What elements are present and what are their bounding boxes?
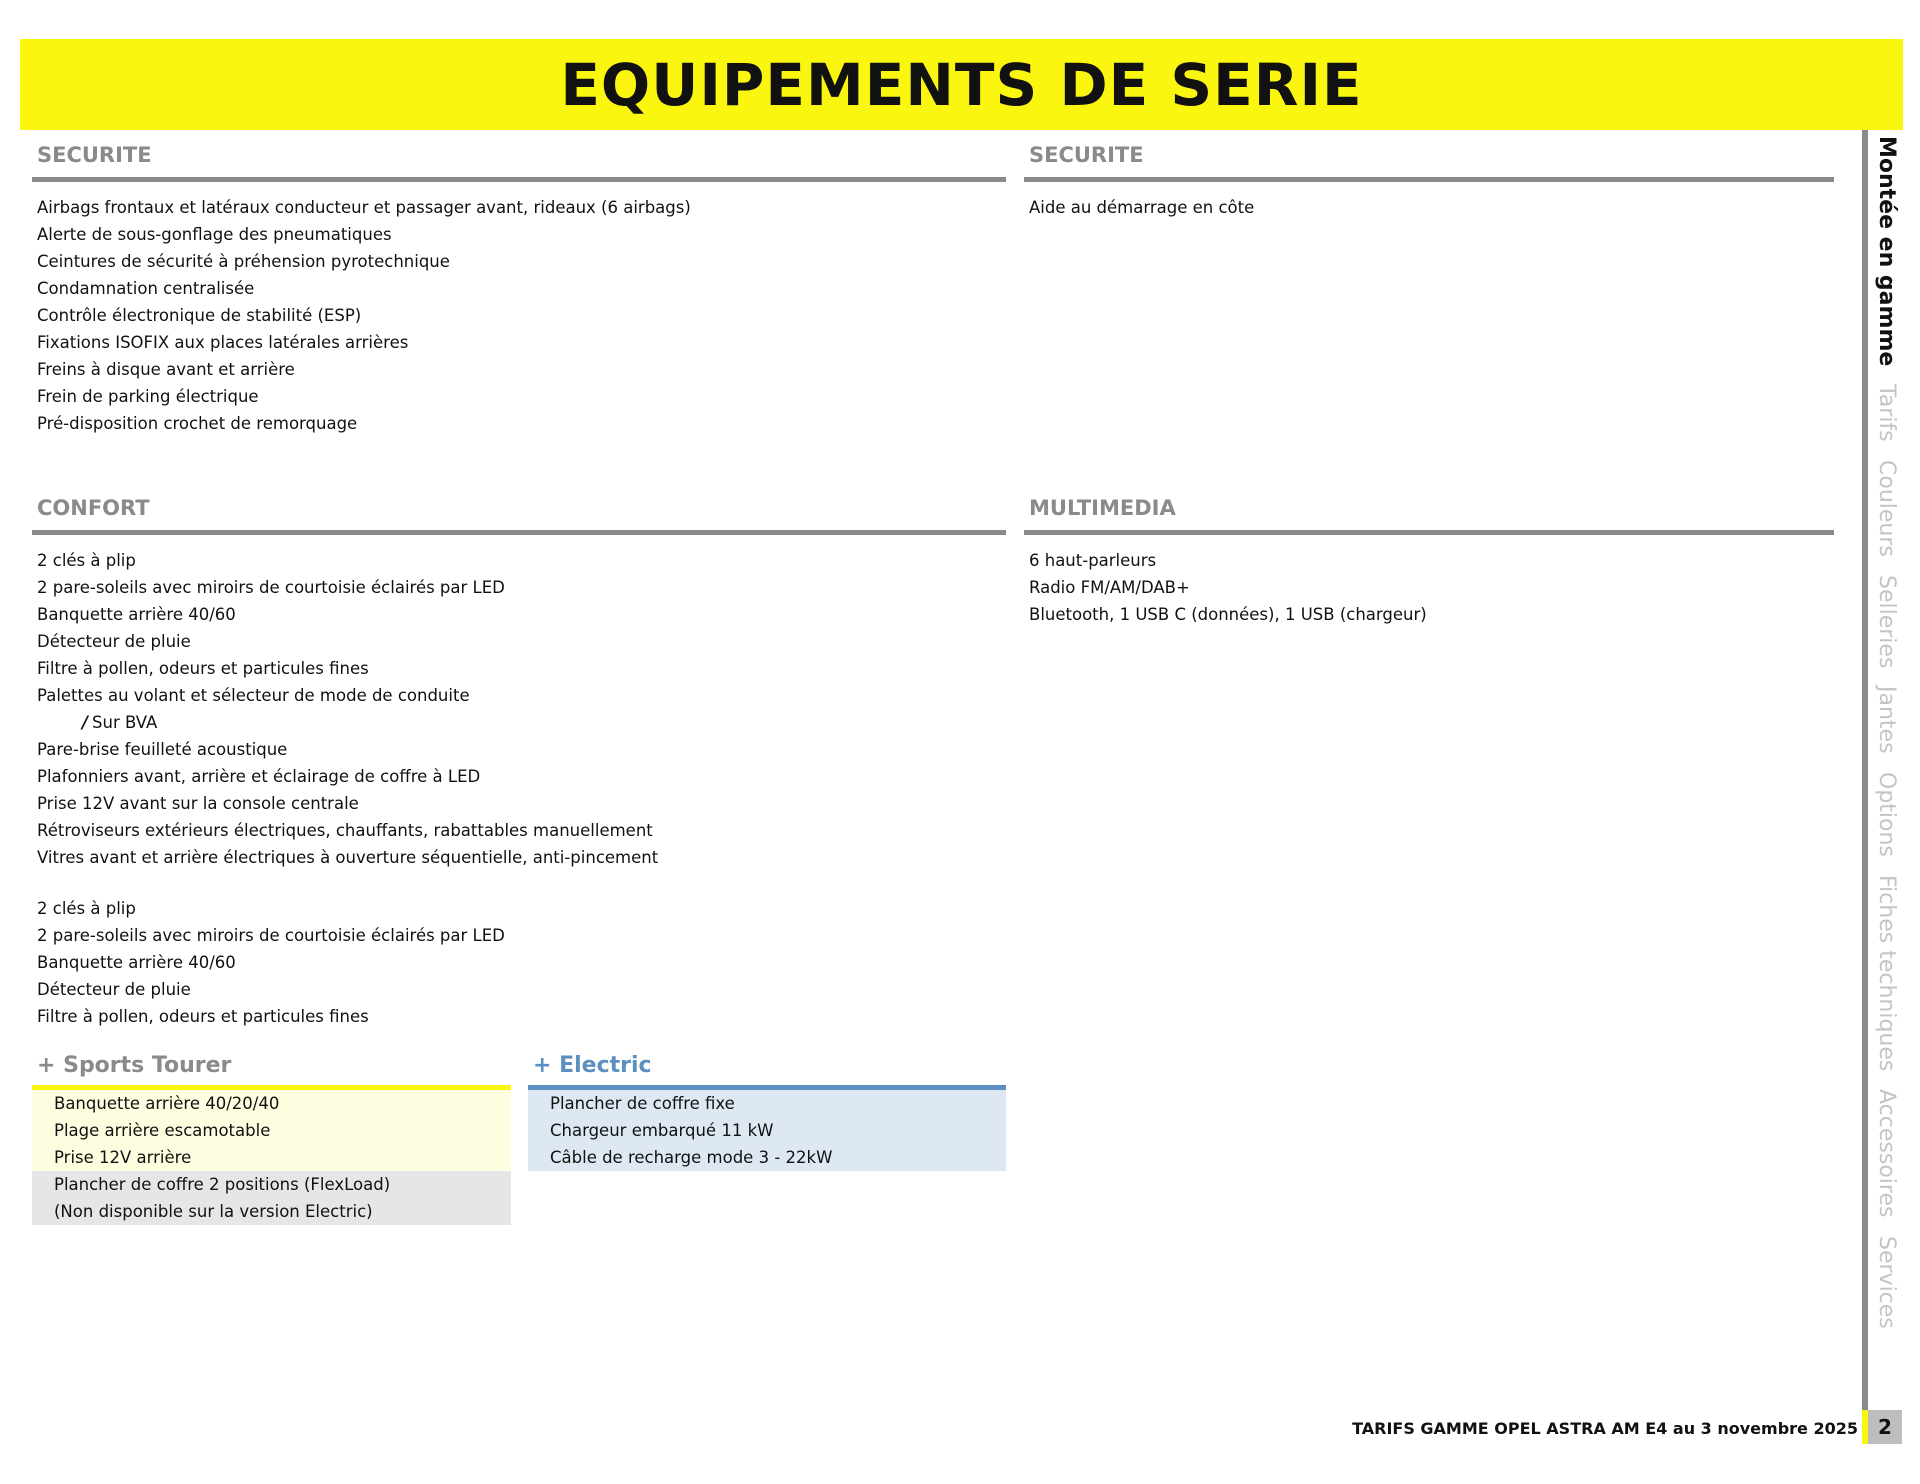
list-item: Détecteur de pluie	[37, 632, 191, 651]
nav-item[interactable]: Selleries	[1874, 574, 1899, 669]
list-item: 2 pare-soleils avec miroirs de courtoisie éclairés par LED	[37, 926, 505, 945]
list-item: Aide au démarrage en côte	[1029, 198, 1255, 217]
list-item: Plage arrière escamotable	[54, 1121, 271, 1140]
section-heading: MULTIMEDIA	[1029, 496, 1176, 520]
list-item: Chargeur embarqué 11 kW	[550, 1121, 774, 1140]
list-item: 2 clés à plip	[37, 551, 136, 570]
list-item: Pré-disposition crochet de remorquage	[37, 414, 358, 433]
section-nav	[1874, 136, 1899, 1346]
page-title: EQUIPEMENTS DE SERIE	[560, 50, 1363, 119]
slash-icon: /	[82, 713, 89, 732]
list-item: Vitres avant et arrière électriques à ouverture séquentielle, anti-pincement	[37, 848, 659, 867]
list-item: Prise 12V avant sur la console centrale	[37, 794, 359, 813]
list-item: Câble de recharge mode 3 - 22kW	[550, 1148, 833, 1167]
list-item: 2 clés à plip	[37, 899, 136, 918]
page-number: 2	[1862, 1410, 1902, 1444]
list-item: Banquette arrière 40/60	[37, 605, 236, 624]
nav-item[interactable]: Tarifs	[1874, 384, 1899, 442]
sports-tourer-box	[32, 1051, 511, 1225]
nav-item[interactable]: Services	[1874, 1235, 1899, 1329]
list-item: Radio FM/AM/DAB+	[1029, 578, 1190, 597]
nav-item[interactable]: Montée en gamme	[1874, 136, 1899, 367]
multimedia-section	[1024, 494, 1834, 628]
section-heading: CONFORT	[37, 496, 150, 520]
electric-box	[528, 1051, 1006, 1171]
divider	[32, 530, 1006, 535]
section-heading: SECURITE	[37, 143, 152, 167]
sports-tourer-heading: + Sports Tourer	[37, 1053, 232, 1078]
list-item: Plafonniers avant, arrière et éclairage de coffre à LED	[37, 767, 481, 786]
list-item: Plancher de coffre 2 positions (FlexLoad)	[54, 1175, 391, 1194]
list-item: Palettes au volant et sélecteur de mode de conduite	[37, 686, 470, 705]
list-item: Contrôle électronique de stabilité (ESP)	[37, 306, 362, 325]
list-item: Frein de parking électrique	[37, 387, 259, 406]
sub-item-label: Sur BVA	[92, 713, 158, 732]
nav-item[interactable]: Options	[1874, 771, 1899, 857]
list-item: Détecteur de pluie	[37, 980, 191, 999]
list-item: Alerte de sous-gonflage des pneumatiques	[37, 225, 392, 244]
list-item: Condamnation centralisée	[37, 279, 255, 298]
electric-heading: + Electric	[533, 1053, 652, 1078]
nav-item[interactable]: Accessoires	[1874, 1089, 1899, 1218]
list-item: Freins à disque avant et arrière	[37, 360, 295, 379]
list-item: Airbags frontaux et latéraux conducteur et passager avant, rideaux (6 airbags)	[37, 198, 691, 217]
list-item: Ceintures de sécurité à préhension pyrotechnique	[37, 252, 450, 271]
securite-left-section	[32, 141, 1006, 437]
list-item: 2 pare-soleils avec miroirs de courtoisie éclairés par LED	[37, 578, 505, 597]
list-item: Plancher de coffre fixe	[550, 1094, 735, 1113]
nav-item[interactable]: Couleurs	[1874, 459, 1899, 557]
list-item: Fixations ISOFIX aux places latérales arrières	[37, 333, 409, 352]
list-item: Pare-brise feuilleté acoustique	[37, 740, 288, 759]
nav-item[interactable]: Fiches techniques	[1874, 874, 1899, 1072]
divider	[1024, 177, 1834, 182]
securite-right-section	[1024, 141, 1834, 221]
nav-item[interactable]: Jantes	[1874, 686, 1899, 754]
list-item: (Non disponible sur la version Electric)	[54, 1202, 373, 1221]
title-banner	[20, 39, 1903, 130]
divider	[32, 177, 1006, 182]
list-item: 6 haut-parleurs	[1029, 551, 1157, 570]
list-item: Banquette arrière 40/60	[37, 953, 236, 972]
divider	[1024, 530, 1834, 535]
footer-text: TARIFS GAMME OPEL ASTRA AM E4 au 3 novembre 2025	[1352, 1419, 1858, 1438]
nav-bar	[1862, 130, 1868, 1410]
list-item: Filtre à pollen, odeurs et particules fines	[37, 659, 369, 678]
list-item: Rétroviseurs extérieurs électriques, chauffants, rabattables manuellement	[37, 821, 653, 840]
list-item: Filtre à pollen, odeurs et particules fines	[37, 1007, 369, 1026]
list-item: Banquette arrière 40/20/40	[54, 1094, 280, 1113]
list-item: Prise 12V arrière	[54, 1148, 192, 1167]
list-item-sub	[32, 709, 1006, 736]
section-heading: SECURITE	[1029, 143, 1144, 167]
list-item: Bluetooth, 1 USB C (données), 1 USB (chargeur)	[1029, 605, 1427, 624]
confort-section	[32, 494, 1006, 1030]
